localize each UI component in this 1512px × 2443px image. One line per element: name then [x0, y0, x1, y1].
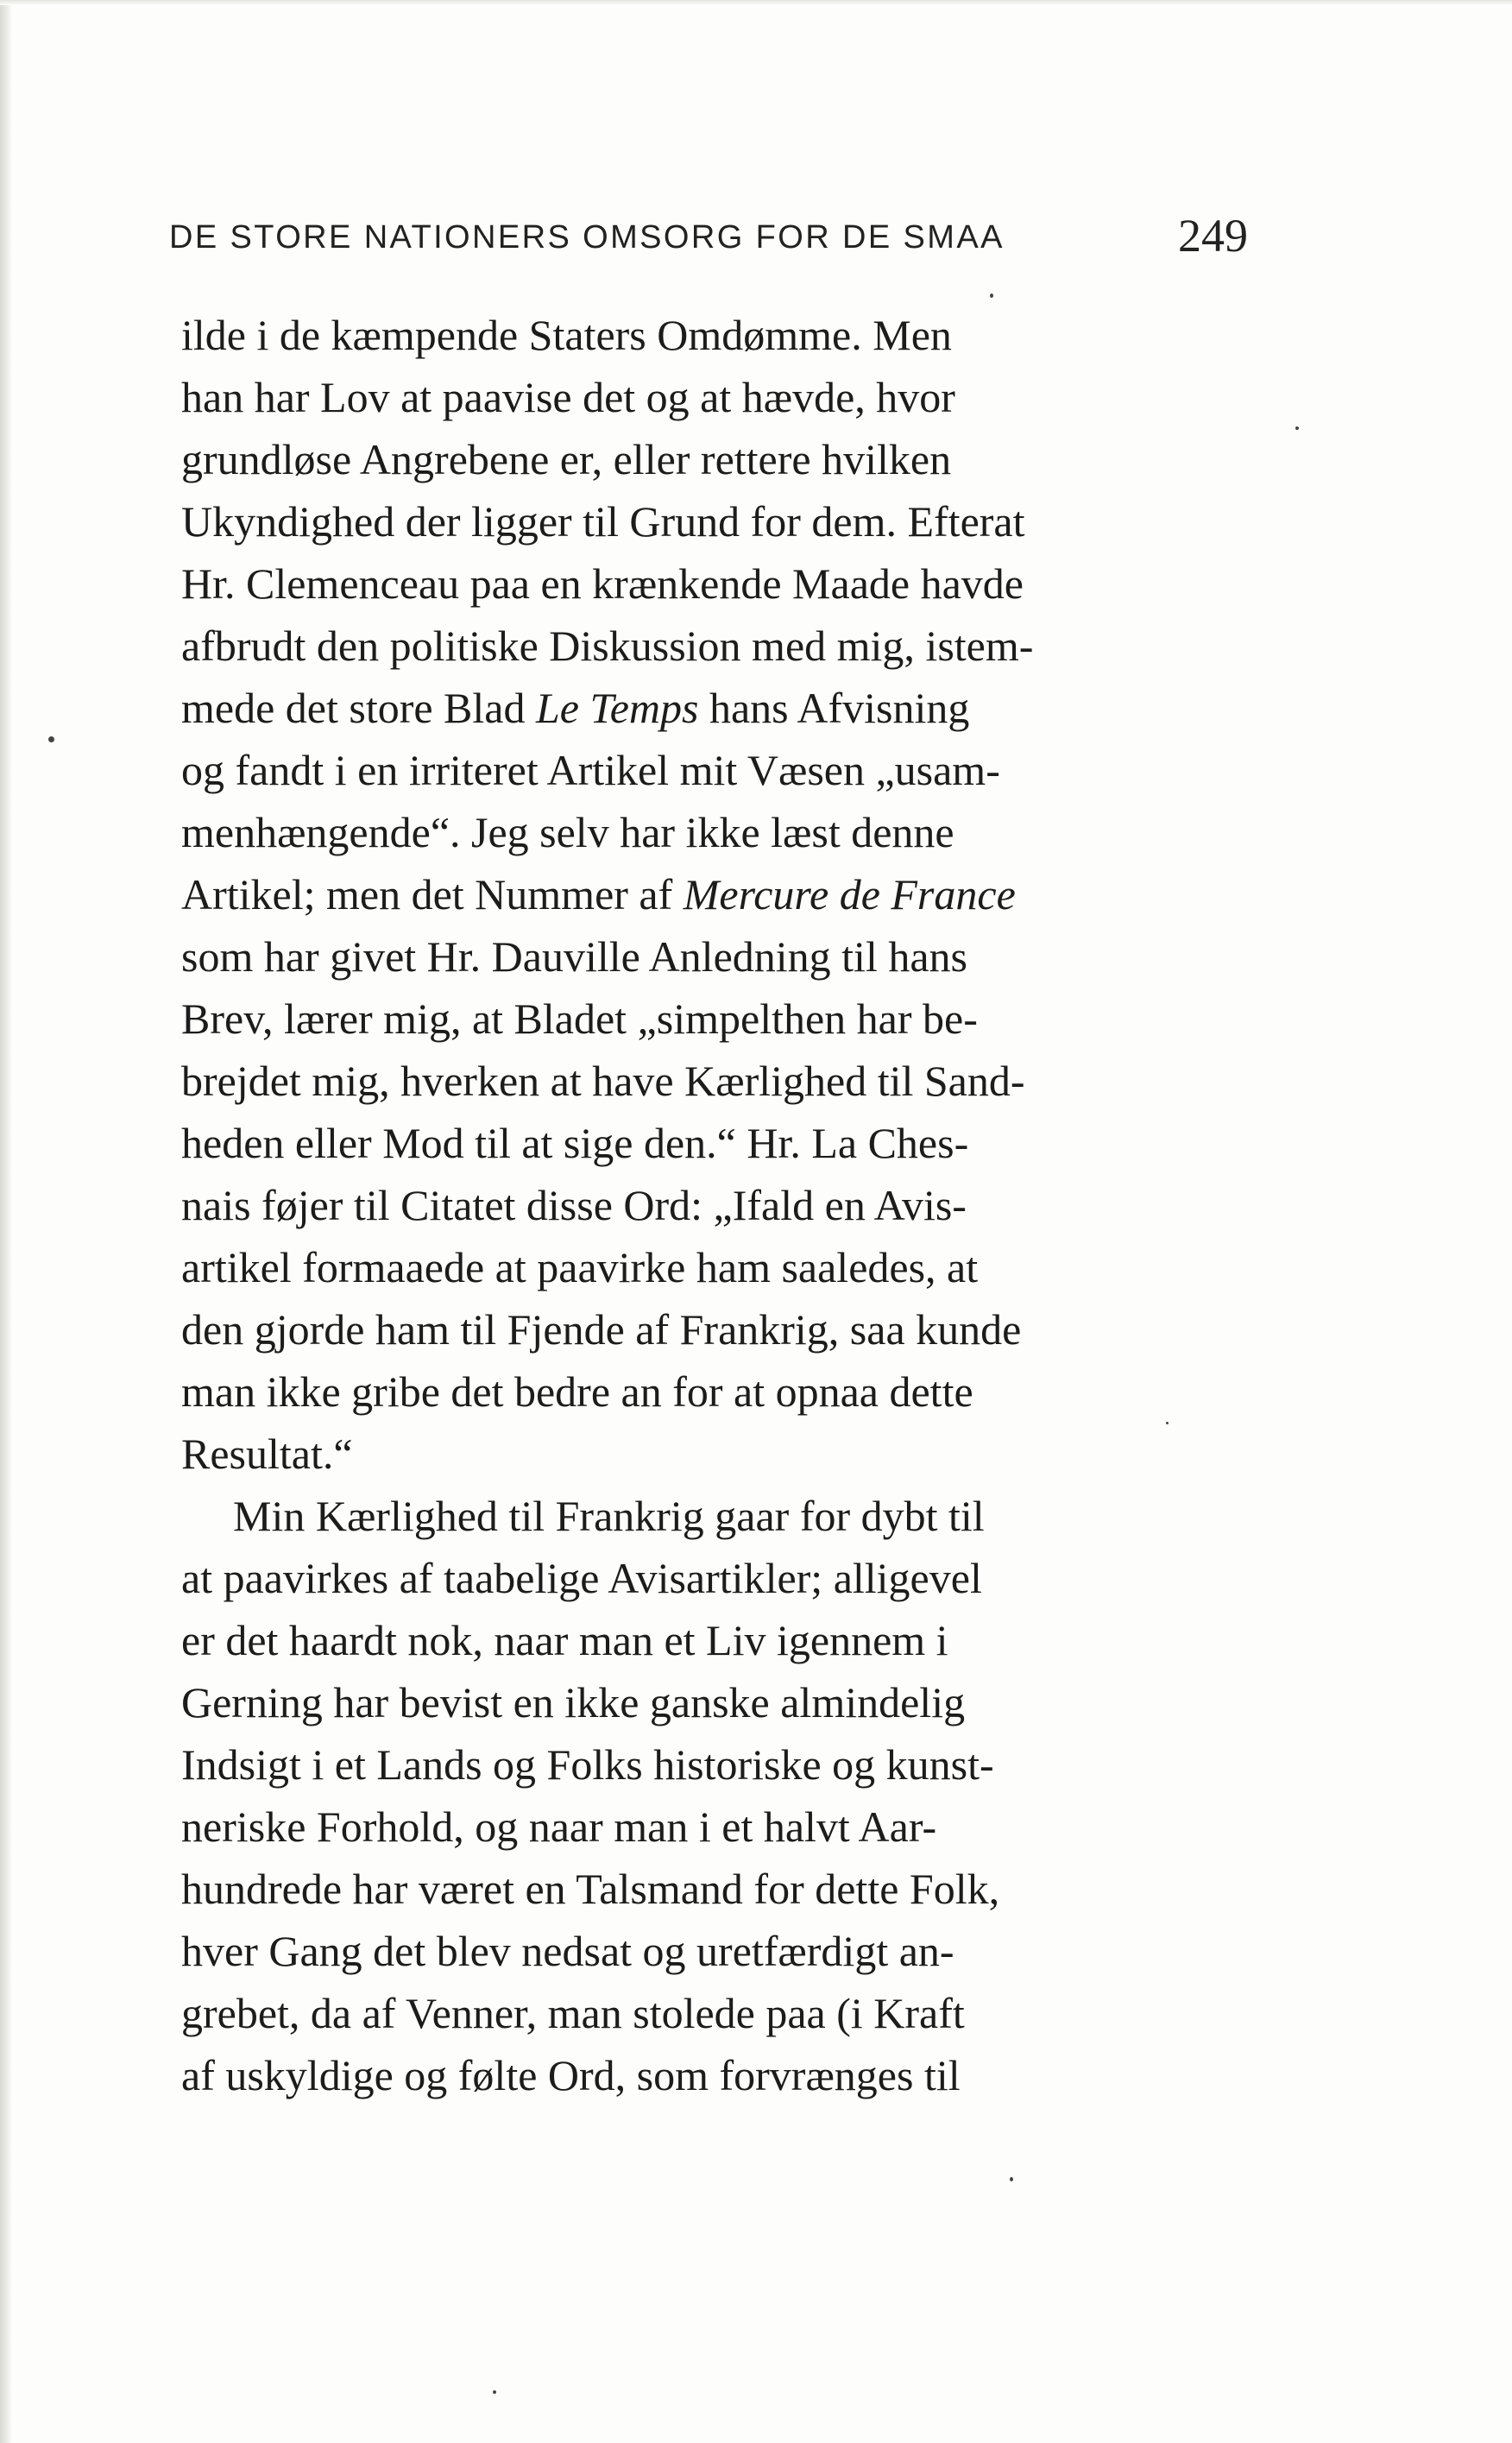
text-line: at paavirkes af taabelige Avisartikler; alligevel	[181, 1554, 982, 1602]
text-line: grundløse Angrebene er, eller rettere hvilken	[181, 435, 952, 483]
text-line: nais føjer til Citatet disse Ord: „Ifald en Avis-	[181, 1181, 967, 1229]
dust-speck	[1010, 2177, 1013, 2181]
dust-speck	[1166, 1422, 1169, 1424]
text-line	[181, 863, 1257, 925]
text-line-segment: mede det store Blad	[181, 684, 536, 732]
page-top-edge-shadow	[0, 0, 1512, 5]
text-line	[181, 677, 1257, 739]
text-line: Gerning har bevist en ikke ganske almindelig	[181, 1678, 966, 1727]
text-line: afbrudt den politiske Diskussion med mig, istem-	[181, 622, 1034, 670]
dust-speck	[493, 2390, 496, 2394]
text-line: heden eller Mod til at sige den.“ Hr. La Ches-	[181, 1119, 969, 1167]
page-number: 249	[1178, 210, 1248, 262]
text-line: Brev, lærer mig, at Bladet „simpelthen har be-	[181, 994, 978, 1043]
text-line: neriske Forhold, og naar man i et halvt Aar-	[181, 1802, 937, 1851]
text-line-segment: hans Afvisning	[698, 684, 970, 732]
text-line: er det haardt nok, naar man et Liv igennem i	[181, 1616, 948, 1664]
text-line: Resultat.“	[181, 1430, 353, 1478]
body-text	[181, 304, 1257, 2106]
text-line: Indsigt i et Lands og Folks historiske og kunst-	[181, 1740, 994, 1789]
text-line: brejdet mig, hverken at have Kærlighed til Sand-	[181, 1057, 1025, 1105]
text-line: og fandt i en irriteret Artikel mit Væsen „usam-	[181, 746, 1000, 794]
text-line: han har Lov at paavise det og at hævde, hvor	[181, 373, 955, 421]
text-line: hundrede har været en Talsmand for dette Folk,	[181, 1865, 1000, 1913]
page-header	[169, 200, 1248, 269]
text-line: den gjorde ham til Fjende af Frankrig, saa kunde	[181, 1305, 1022, 1354]
text-line: hver Gang det blev nedsat og uretfærdigt an-	[181, 1927, 954, 1975]
dust-speck	[1295, 426, 1299, 430]
text-line: man ikke gribe det bedre an for at opnaa dette	[181, 1367, 973, 1416]
dust-speck	[48, 736, 54, 742]
text-line: Ukyndighed der ligger til Grund for dem. Efterat	[181, 497, 1025, 546]
text-line: grebet, da af Venner, man stolede paa (i Kraft	[181, 1989, 965, 2037]
italic-title: Mercure de France	[683, 870, 1016, 918]
page-left-edge-shadow	[0, 0, 12, 2443]
dust-speck	[990, 294, 993, 298]
text-line: Min Kærlighed til Frankrig gaar for dybt til	[233, 1492, 985, 1540]
text-line: som har givet Hr. Dauville Anledning til hans	[181, 932, 967, 981]
running-head: DE STORE NATIONERS OMSORG FOR DE SMAA	[169, 219, 1005, 256]
text-line: Hr. Clemenceau paa en krænkende Maade havde	[181, 559, 1024, 608]
text-line: artikel formaaede at paavirke ham saaledes, at	[181, 1243, 979, 1291]
text-line: ilde i de kæmpende Staters Omdømme. Men	[181, 311, 952, 359]
italic-title: Le Temps	[536, 684, 699, 732]
text-line: menhængende“. Jeg selv har ikke læst denne	[181, 808, 954, 856]
text-line-segment: Artikel; men det Nummer af	[181, 870, 684, 918]
text-line: af uskyldige og følte Ord, som forvrænges til	[181, 2051, 961, 2099]
